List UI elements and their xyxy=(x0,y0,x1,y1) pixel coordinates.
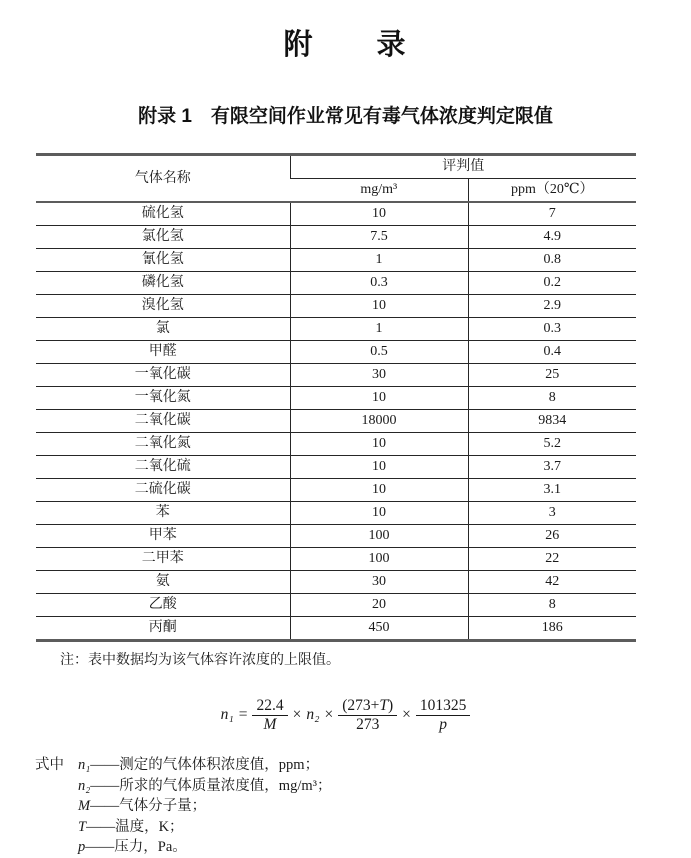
mg-value-cell: 100 xyxy=(290,525,468,548)
mg-value-cell: 10 xyxy=(290,387,468,410)
table-row xyxy=(36,226,636,249)
formula-fraction-1: $\frac{22.4}{M}$ xyxy=(252,697,287,734)
table-row xyxy=(36,548,636,571)
ppm-value-cell: 42 xyxy=(468,571,636,594)
ppm-value-cell: 0.4 xyxy=(468,341,636,364)
table-row xyxy=(36,594,636,617)
table-row xyxy=(36,502,636,525)
table-row xyxy=(36,571,636,594)
legend-items xyxy=(78,755,331,858)
gas-name-cell: 丙酮 xyxy=(36,617,290,641)
table-row xyxy=(36,272,636,295)
ppm-value-cell: 4.9 xyxy=(468,226,636,249)
formula-n1: n₁ xyxy=(220,706,234,723)
ppm-value-cell: 7 xyxy=(468,202,636,226)
table-row xyxy=(36,249,636,272)
formula-fraction-3: $\frac{101325}{p}$ xyxy=(416,697,471,734)
table-row xyxy=(36,318,636,341)
mg-value-cell: 18000 xyxy=(290,410,468,433)
gas-name-cell: 氨 xyxy=(36,571,290,594)
gas-name-cell: 氯化氢 xyxy=(36,226,290,249)
conversion-formula xyxy=(0,689,691,741)
table-row xyxy=(36,433,636,456)
ppm-value-cell: 2.9 xyxy=(468,295,636,318)
ppm-value-cell: 0.3 xyxy=(468,318,636,341)
gas-name-cell: 溴化氢 xyxy=(36,295,290,318)
formula-n2: n₂ xyxy=(306,706,320,723)
legend-item: M——气体分子量； xyxy=(78,798,207,814)
legend-label: 式中 xyxy=(35,757,64,773)
mg-value-cell: 10 xyxy=(290,433,468,456)
column-header-mg: mg/m³ xyxy=(290,179,468,203)
table-row xyxy=(36,617,636,641)
formula-fraction-2: $\frac{(273+T)}{273}$ xyxy=(338,697,397,734)
ppm-value-cell: 0.8 xyxy=(468,249,636,272)
gas-name-cell: 磷化氢 xyxy=(36,272,290,295)
ppm-value-cell: 22 xyxy=(468,548,636,571)
ppm-value-cell: 5.2 xyxy=(468,433,636,456)
table-row xyxy=(36,387,636,410)
ppm-value-cell: 3 xyxy=(468,502,636,525)
gas-name-cell: 二氧化氮 xyxy=(36,433,290,456)
table-row xyxy=(36,341,636,364)
formula-legend xyxy=(35,755,691,858)
table-row xyxy=(36,295,636,318)
mg-value-cell: 20 xyxy=(290,594,468,617)
gas-name-cell: 二甲苯 xyxy=(36,548,290,571)
mg-value-cell: 10 xyxy=(290,295,468,318)
column-header-ppm: ppm（20℃） xyxy=(468,179,636,203)
ppm-value-cell: 26 xyxy=(468,525,636,548)
ppm-value-cell: 186 xyxy=(468,617,636,641)
ppm-value-cell: 8 xyxy=(468,594,636,617)
ppm-value-cell: 0.2 xyxy=(468,272,636,295)
mg-value-cell: 30 xyxy=(290,571,468,594)
table-row xyxy=(36,479,636,502)
mg-value-cell: 450 xyxy=(290,617,468,641)
gas-name-cell: 氰化氢 xyxy=(36,249,290,272)
ppm-value-cell: 3.7 xyxy=(468,456,636,479)
table-row xyxy=(36,202,636,226)
mg-value-cell: 10 xyxy=(290,479,468,502)
table-row xyxy=(36,364,636,387)
appendix-title: 附录 1 有限空间作业常见有毒气体浓度判定限值 xyxy=(138,106,553,127)
mg-value-cell: 0.5 xyxy=(290,341,468,364)
ppm-value-cell: 25 xyxy=(468,364,636,387)
table-header-row-1 xyxy=(36,155,636,179)
gas-limit-table xyxy=(36,153,636,642)
legend-item: p——压力，Pa。 xyxy=(78,839,187,855)
gas-name-cell: 甲苯 xyxy=(36,525,290,548)
gas-name-cell: 二硫化碳 xyxy=(36,479,290,502)
mg-value-cell: 10 xyxy=(290,202,468,226)
table-note: 注：表中数据均为该气体容许浓度的上限值。 xyxy=(60,653,340,668)
mg-value-cell: 7.5 xyxy=(290,226,468,249)
mg-value-cell: 1 xyxy=(290,249,468,272)
column-header-gas-name: 气体名称 xyxy=(36,155,290,203)
legend-item: n₁——测定的气体体积浓度值，ppm； xyxy=(78,757,320,773)
ppm-value-cell: 3.1 xyxy=(468,479,636,502)
mg-value-cell: 10 xyxy=(290,456,468,479)
gas-name-cell: 一氧化氮 xyxy=(36,387,290,410)
mg-value-cell: 30 xyxy=(290,364,468,387)
mg-value-cell: 1 xyxy=(290,318,468,341)
gas-name-cell: 乙酸 xyxy=(36,594,290,617)
legend-item: n₂——所求的气体质量浓度值，mg/m³； xyxy=(78,777,332,794)
column-header-evaluation: 评判值 xyxy=(290,155,636,179)
formula-times: × xyxy=(292,706,302,723)
gas-name-cell: 硫化氢 xyxy=(36,202,290,226)
page-title: 附 录 xyxy=(283,29,408,61)
legend-item: T——温度，K； xyxy=(78,818,184,835)
gas-name-cell: 二氧化碳 xyxy=(36,410,290,433)
mg-value-cell: 0.3 xyxy=(290,272,468,295)
gas-name-cell: 一氧化碳 xyxy=(36,364,290,387)
table-row xyxy=(36,525,636,548)
formula-equals: = xyxy=(238,706,248,723)
ppm-value-cell: 8 xyxy=(468,387,636,410)
table-row xyxy=(36,410,636,433)
gas-name-cell: 氯 xyxy=(36,318,290,341)
ppm-value-cell: 9834 xyxy=(468,410,636,433)
table-row xyxy=(36,456,636,479)
gas-name-cell: 二氧化硫 xyxy=(36,456,290,479)
mg-value-cell: 10 xyxy=(290,502,468,525)
formula-times: × xyxy=(402,706,411,723)
gas-name-cell: 甲醛 xyxy=(36,341,290,364)
gas-name-cell: 苯 xyxy=(36,502,290,525)
formula-times: × xyxy=(324,706,334,723)
mg-value-cell: 100 xyxy=(290,548,468,571)
